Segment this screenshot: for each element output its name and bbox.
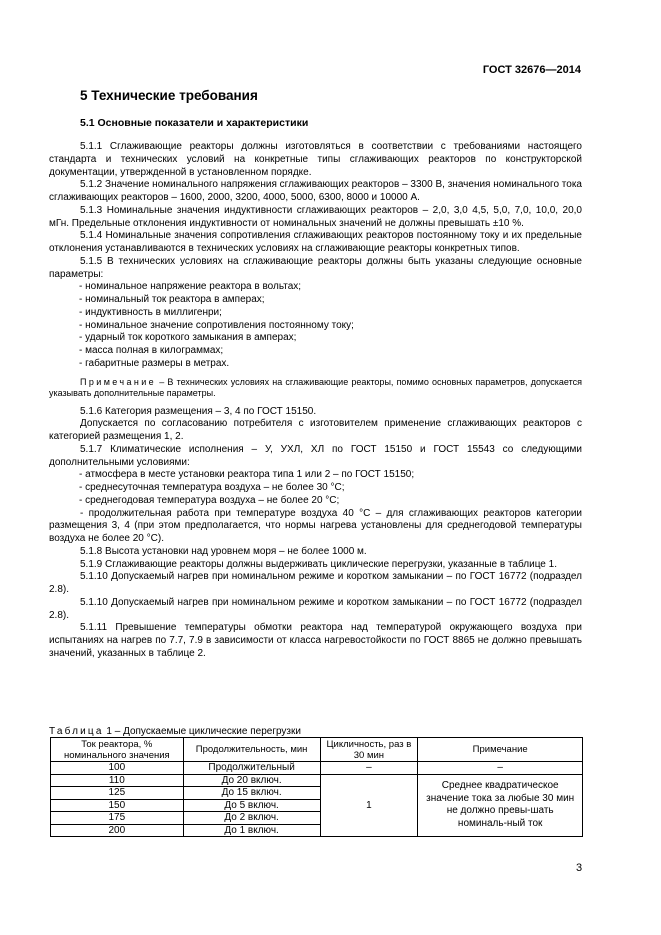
note-text: – В технических условиях на сглаживающие реакторы, помимо основных параметров, допускается указывать дополнительные параметры. [49, 376, 582, 398]
table-cell: До 20 включ. [183, 774, 320, 787]
table-header-cell: Цикличность, раз в 30 мин [320, 738, 418, 762]
paragraph-5-1-7: 5.1.7 Климатические исполнения – У, УХЛ, ХЛ по ГОСТ 15150 и ГОСТ 15543 со следующими дополнительными условиями: [49, 443, 582, 468]
table-cell-note: Среднее квадратическое значение тока за любые 30 мин не должно превы-шать номиналь-ный ток [418, 774, 583, 837]
table-cell-cycle: 1 [320, 774, 418, 837]
table-cell: 175 [51, 812, 184, 825]
table-header-cell: Продолжительность, мин [183, 738, 320, 762]
paragraph-5-1-8: 5.1.8 Высота установки над уровнем моря – не более 1000 м. [80, 545, 367, 557]
table-cell: 150 [51, 799, 184, 812]
note-label: Примечание [80, 376, 157, 387]
table-cell: 110 [51, 774, 184, 787]
paragraph-5-1-10-a: 5.1.10 Допускаемый нагрев при номинальном режиме и коротком замыкании – по ГОСТ 16772 (подраздел 2.8). [49, 571, 582, 595]
list-item: - номинальное напряжение реактора в вольтах; [79, 281, 302, 293]
standard-number: ГОСТ 32676—2014 [482, 64, 581, 76]
list-item: - ударный ток короткого замыкания в амперах; [79, 332, 297, 344]
table-cell: 200 [51, 824, 184, 837]
paragraph-5-1-2: 5.1.2 Значение номинального напряжения сглаживающих реакторов – 3300 В, значения номинального тока сглаживающих реакторов – 1600, 2000, 3200, 4000, 5000, 6300, 8000 и 10000 А. [49, 179, 582, 203]
table-header-cell: Примечание [418, 738, 583, 762]
table-caption [49, 726, 301, 737]
subsection-title: 5.1 Основные показатели и характеристики [80, 117, 309, 129]
list-item: - масса полная в килограммах; [79, 345, 224, 356]
paragraph-5-1-1: 5.1.1 Сглаживающие реакторы должны изготовляться в соответствии с требованиями настоящего стандарта и технических условий на конкретные типы сглаживающих реакторов по конструкторской документации, утвержденной в установленном порядке. [49, 141, 582, 178]
table-caption-label: Таблица [49, 726, 104, 737]
table-row [51, 762, 583, 775]
table-cell: До 5 включ. [183, 799, 320, 812]
list-item: - габаритные размеры в метрах. [79, 357, 230, 369]
table-header-row [51, 738, 583, 762]
paragraph-5-1-10-b: 5.1.10 Допускаемый нагрев при номинальном режиме и коротком замыкании – по ГОСТ 16772 (подраздел 2.8). [49, 596, 582, 621]
table-cell: – [320, 762, 418, 775]
list-item: - индуктивность в миллигенри; [79, 306, 222, 318]
body-text [49, 141, 582, 661]
table-cell: До 15 включ. [183, 787, 320, 800]
paragraph-5-1-9: 5.1.9 Сглаживающие реакторы должны выдерживать циклические перегрузки, указанные в таблице 1. [80, 558, 557, 570]
table-cell: До 2 включ. [183, 812, 320, 825]
list-item: - атмосфера в месте установки реактора типа 1 или 2 – по ГОСТ 15150; [79, 469, 415, 481]
table-cell: Продолжительный [183, 762, 320, 775]
note-paragraph [49, 377, 582, 400]
list-item: - среднегодовая температура воздуха – не более 20 °С; [79, 494, 340, 506]
overload-table [50, 737, 583, 837]
page-number: 3 [576, 862, 583, 874]
list-item: - номинальное значение сопротивления постоянному току; [79, 319, 354, 331]
table-cell: 125 [51, 787, 184, 800]
table-cell: До 1 включ. [183, 824, 320, 837]
paragraph-5-1-11: 5.1.11 Превышение температуры обмотки реактора над температурой окружающего воздуха при испытаниях на нагрев по 7.7, 7.9 в зависимости от класса нагревостойкости по ГОСТ 8865 не должно превышать значений, указанных в таблице 2. [49, 622, 582, 659]
paragraph-5-1-6-b: Допускается по согласованию потребителя с изготовителем применение сглаживающих реакторов с категорией размещения 1, 2. [49, 418, 582, 442]
table-caption-text: 1 – Допускаемые циклические перегрузки [103, 726, 301, 737]
list-item: - номинальный ток реактора в амперах; [79, 294, 265, 305]
paragraph-5-1-3: 5.1.3 Номинальные значения индуктивности сглаживающих реакторов – 2,0, 3,0 4,5, 5,0, 7,0, 10,0, 20,0 мГн. Предельные отклонения индуктивности от номинальных значений не должны превышать ±10 %. [49, 204, 582, 229]
paragraph-5-1-5: 5.1.5 В технических условиях на сглаживающие реакторы должны быть указаны следующие основные параметры: [49, 255, 582, 280]
list-item-long: - продолжительная работа при температуре воздуха 40 °С – для сглаживающих реакторов категории размещения 3, 4 (при этом предполагается, что нормы нагрева установлены для среднегодовой температуры воздуха не более 20 °С). [49, 507, 582, 544]
paragraph-5-1-6: 5.1.6 Категория размещения – 3, 4 по ГОСТ 15150. [80, 405, 317, 417]
list-item: - среднесуточная температура воздуха – не более 30 °С; [79, 482, 345, 493]
table-header-cell: Ток реактора, % номинального значения [51, 738, 184, 762]
table-cell: – [418, 762, 583, 775]
paragraph-5-1-4: 5.1.4 Номинальные значения сопротивления сглаживающих реакторов постоянному току и их предельные отклонения устанавливаются в технических условиях на сглаживающие реакторы конкретных типов. [49, 230, 582, 254]
section-title: 5 Технические требования [80, 88, 258, 103]
table-row [51, 774, 583, 787]
table-cell: 100 [51, 762, 184, 775]
